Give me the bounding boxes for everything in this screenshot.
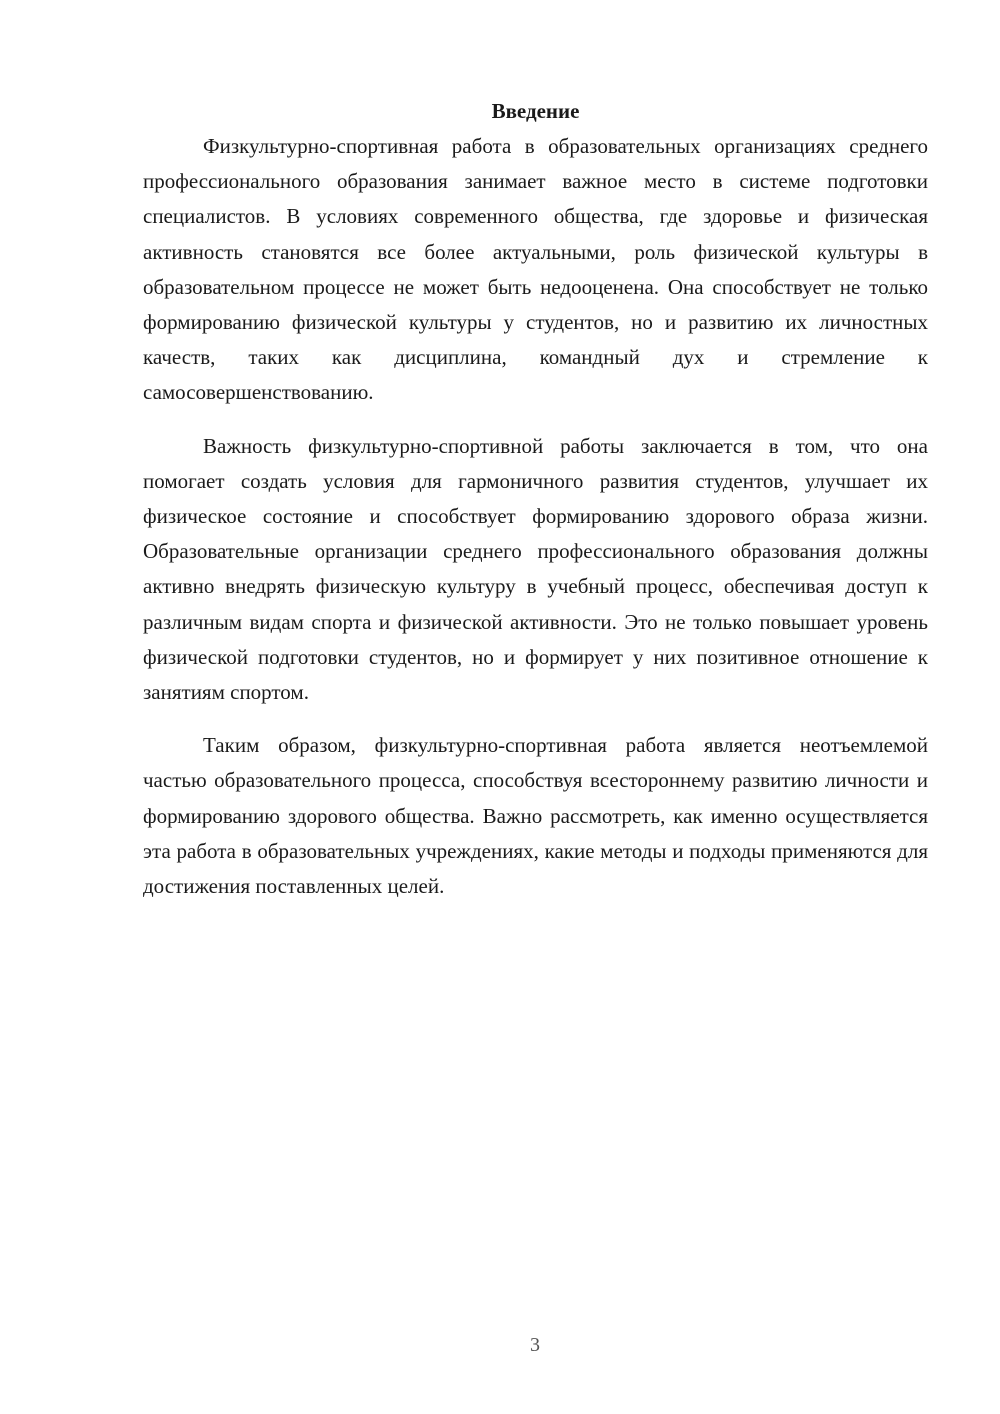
section-heading: Введение [491, 99, 580, 123]
page-content [143, 94, 928, 904]
paragraph-3: Таким образом, физкультурно-спортивная работа является неотъемлемой частью образовательного процесса, способствуя всестороннему развитию личности и формированию здорового общества. Важно рассмотреть, как именно осуществляется эта работа в образовательных учреждениях, какие методы и подходы применяются для достижения поставленных целей. [143, 733, 928, 899]
paragraph-2: Важность физкультурно-спортивной работы заключается в том, что она помогает создать условия для гармоничного развития студентов, улучшает их физическое состояние и способствует формированию здорового образа жизни. Образовательные организации среднего профессионального образования должны активно внедрять физическую культуру в учебный процесс, обеспечивая доступ к различным видам спорта и физической активности. Это не только повышает уровень физической подготовки студентов, но и формирует у них позитивное отношение к занятиям спортом. [143, 433, 928, 705]
page-number: 3 [530, 1334, 540, 1356]
paragraph-1: Физкультурно-спортивная работа в образовательных организациях среднего профессионального образования занимает важное место в системе подготовки специалистов. В условиях современного общества, где здоровье и физическая активность становятся все более актуальными, роль физической культуры в образовательном процессе не может быть недооценена. Она способствует не только формированию физической культуры у студентов, но и развитию их личностных качеств, таких как дисциплина, командный дух и стремление к самосовершенствованию. [143, 134, 928, 405]
